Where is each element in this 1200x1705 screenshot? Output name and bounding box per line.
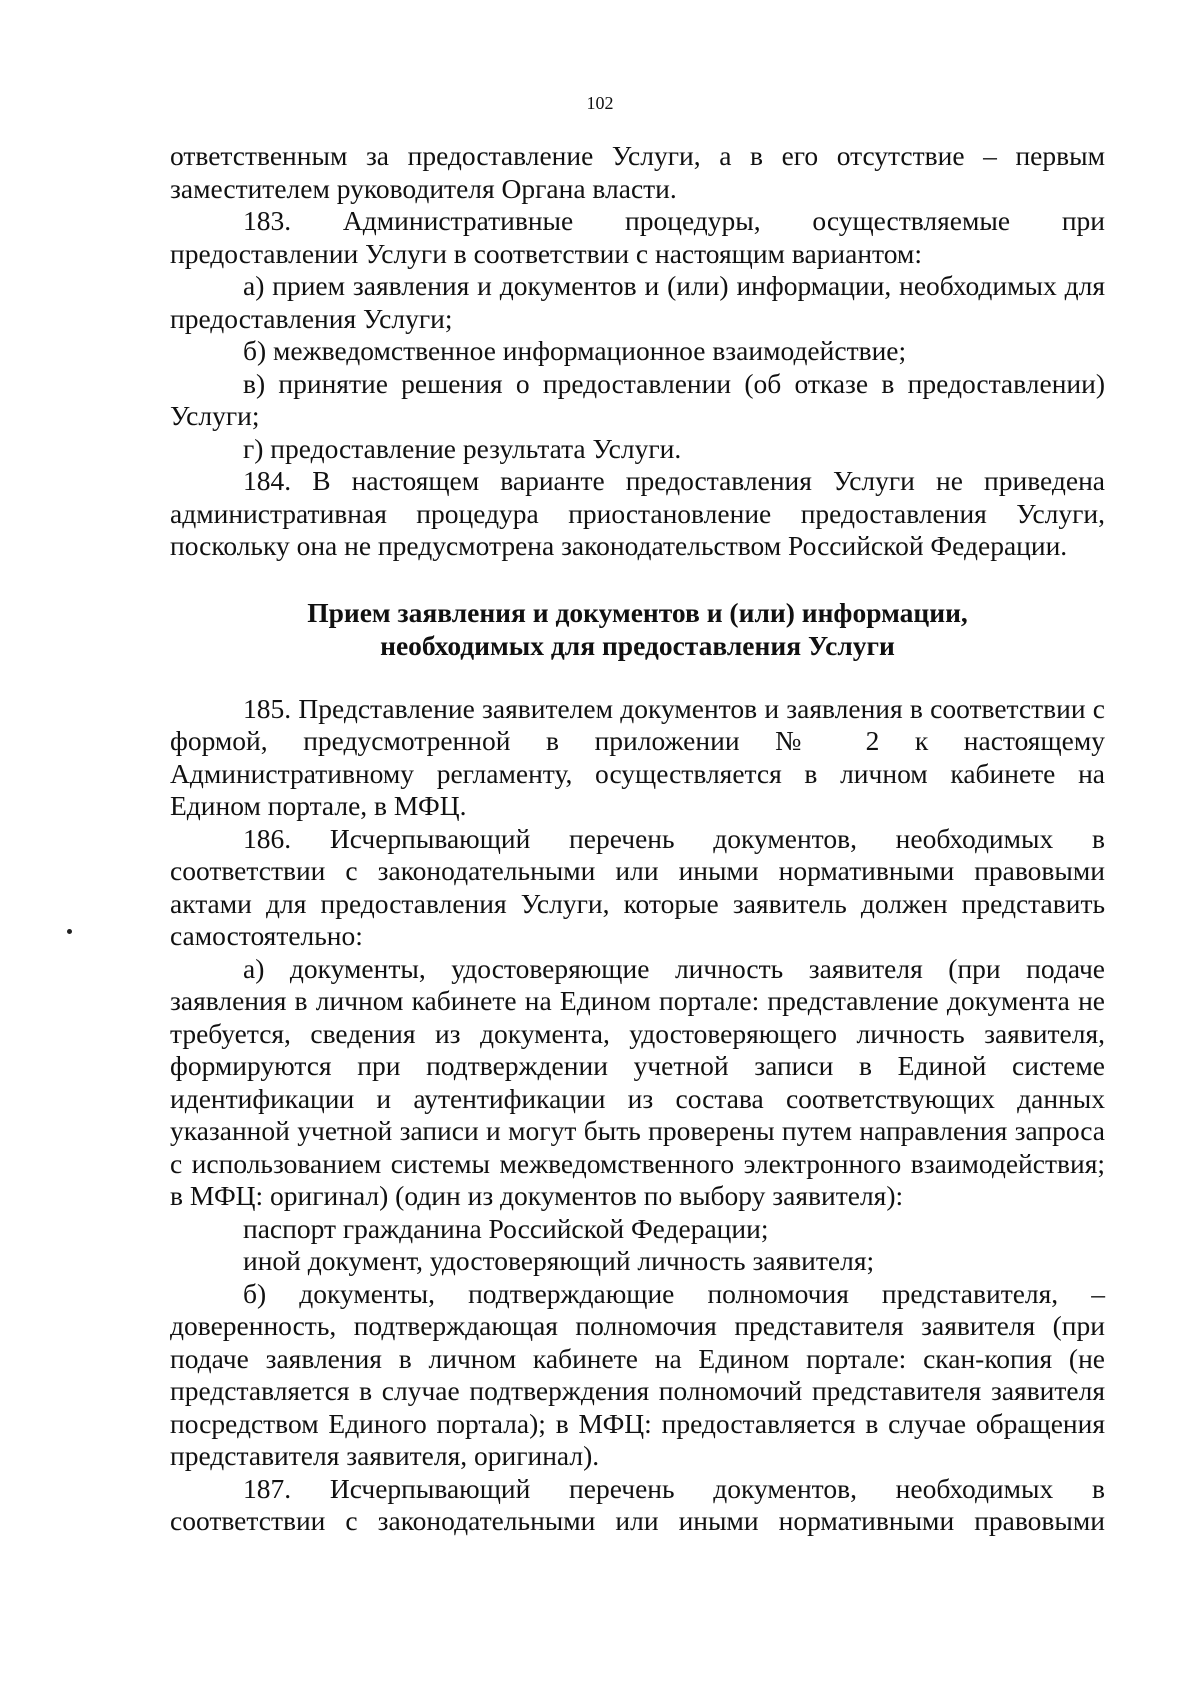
paragraph-183: 183. Административные процедуры, осуществляемые при предоставлении Услуги в соответствии с настоящим вариантом: xyxy=(170,205,1105,269)
paragraph-187: 187. Исчерпывающий перечень документов, необходимых в соответствии с законодательными или иными нормативными правовыми xyxy=(170,1472,1105,1536)
section-heading-line-2: необходимых для предоставления Услуги xyxy=(380,629,895,661)
paragraph-185: 185. Представление заявителем документов и заявления в соответствии с формой, предусмотренной в приложении № 2 к настоящему Административному регламенту, осуществляется в личном кабинете на Едином портале, в МФЦ. xyxy=(170,692,1105,821)
section-heading xyxy=(170,596,1105,662)
section-heading-line-1: Прием заявления и документов и (или) информации, xyxy=(307,596,968,628)
list-subitem-other-document: иной документ, удостоверяющий личность заявителя; xyxy=(243,1245,875,1276)
list-item-a: а) прием заявления и документов и (или) информации, необходимых для предоставления Услуги; xyxy=(170,270,1105,334)
paragraph-continuation: ответственным за предоставление Услуги, а в его отсутствие – первым заместителем руководителя Органа власти. xyxy=(170,140,1105,204)
list-item-b-representative: б) документы, подтверждающие полномочия представителя, – доверенность, подтверждающая полномочия представителя заявителя (при подаче заявления в личном кабинете на Едином портале: скан-копия (не представляется в случае подтверждения полномочий представителя заявителя посредством Единого портала); в МФЦ: предоставляется в случае обращения представителя заявителя, оригинал). xyxy=(170,1277,1105,1471)
list-item-b: б) межведомственное информационное взаимодействие; xyxy=(243,335,907,366)
list-subitem-passport: паспорт гражданина Российской Федерации; xyxy=(243,1212,769,1244)
list-item-v: в) принятие решения о предоставлении (об отказе в предоставлении) Услуги; xyxy=(170,367,1105,431)
list-item-a-documents: а) документы, удостоверяющие личность заявителя (при подаче заявления в личном кабинете на Едином портале: представление документа не требуется, сведения из документа, удостоверяющего личность заявителя, формируются при подтверждении учетной записи в Единой системе идентификации и аутентификации из состава соответствующих данных указанной учетной записи и могут быть проверены путем направления запроса с использованием системы межведомственного электронного взаимодействия; в МФЦ: оригинал) (один из документов по выбору заявителя): xyxy=(170,952,1105,1211)
paragraph-186: 186. Исчерпывающий перечень документов, необходимых в соответствии с законодательными или иными нормативными правовыми актами для предоставления Услуги, которые заявитель должен представить самостоятельно: xyxy=(170,822,1105,951)
paragraph-184: 184. В настоящем варианте предоставления Услуги не приведена административная процедура приостановление предоставления Услуги, поскольку она не предусмотрена законодательством Российской Федерации. xyxy=(170,465,1105,561)
document-body xyxy=(170,140,1105,1538)
page-number: 102 xyxy=(586,93,614,113)
scan-margin-dot xyxy=(67,929,72,934)
list-item-g: г) предоставление результата Услуги. xyxy=(243,432,682,464)
